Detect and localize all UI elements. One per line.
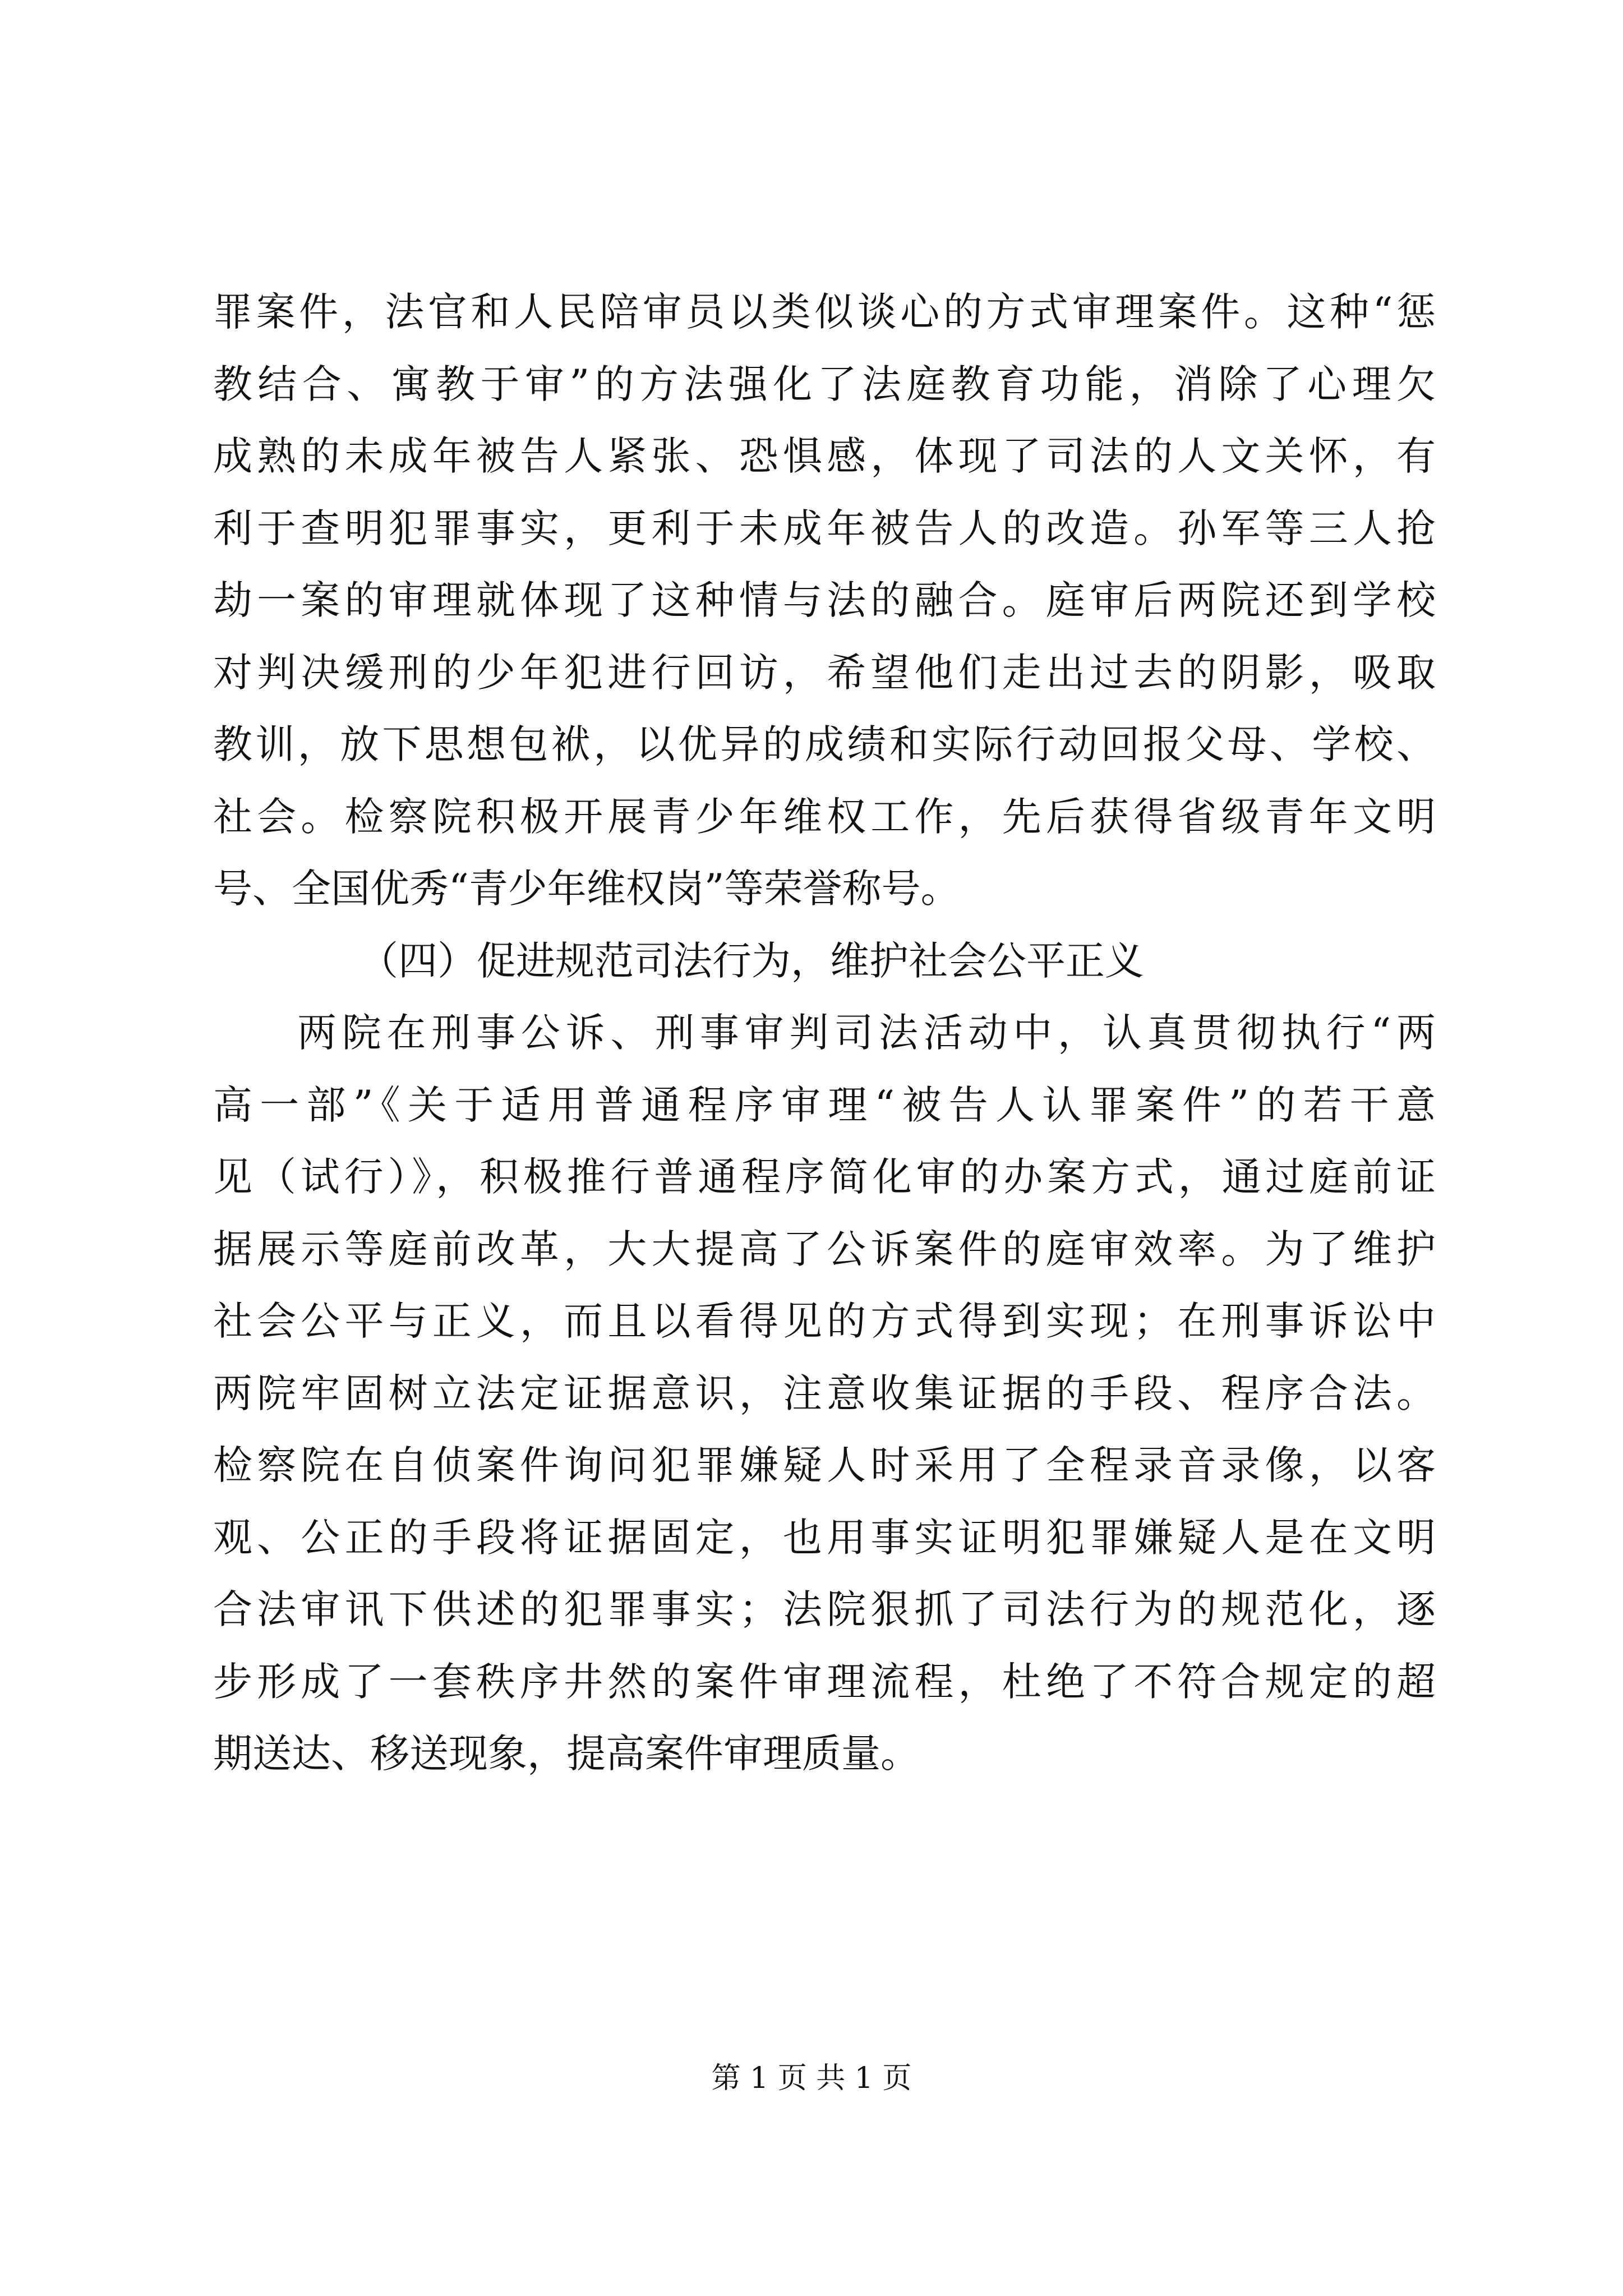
text-line: 观、公正的手段将证据固定，也用事实证明犯罪嫌疑人是在文明 [213,1514,1436,1561]
text-line: 高一部”《关于适用普通程序审理“被告人认罪案件”的若干意 [213,1082,1436,1128]
text-line: 号、全国优秀“青少年维权岗”等荣誉称号。 [213,866,960,912]
text-line: 据展示等庭前改革，大大提高了公诉案件的庭审效率。为了维护 [213,1226,1436,1272]
text-line: 期送达、移送现象，提高案件审理质量。 [213,1731,920,1777]
text-line: 对判决缓刑的少年犯进行回访，希望他们走出过去的阴影，吸取 [213,649,1436,696]
text-line: 教训，放下思想包袱，以优异的成绩和实际行动回报父母、学校、 [213,721,1436,767]
text-line: 合法审讯下供述的犯罪事实；法院狠抓了司法行为的规范化，逐 [213,1586,1436,1632]
text-line: 检察院在自侦案件询问犯罪嫌疑人时采用了全程录音录像，以客 [213,1442,1436,1488]
text-line: 社会公平与正义，而且以看得见的方式得到实现；在刑事诉讼中 [213,1298,1436,1344]
text-line: 劫一案的审理就体现了这种情与法的融合。庭审后两院还到学校 [213,577,1436,623]
text-line: 社会。检察院积极开展青少年维权工作，先后获得省级青年文明 [213,793,1436,840]
page-footer: 第 1 页 共 1 页 [711,2062,912,2095]
section-heading: （四）促进规范司法行为，维护社会公平正义 [359,937,1144,984]
text-line: 成熟的未成年被告人紧张、恐惧感，体现了司法的人文关怀，有 [213,433,1436,479]
text-line: 两院牢固树立法定证据意识，注意收集证据的手段、程序合法。 [213,1370,1436,1416]
text-line: 步形成了一套秩序井然的案件审理流程，杜绝了不符合规定的超 [213,1658,1436,1705]
text-line: 两院在刑事公诉、刑事审判司法活动中，认真贯彻执行“两 [297,1010,1436,1056]
text-line: 利于查明犯罪事实，更利于未成年被告人的改造。孙军等三人抢 [213,505,1436,551]
text-line: 见（试行）》，积极推行普通程序简化审的办案方式，通过庭前证 [213,1154,1436,1200]
document-body [213,276,1436,1790]
text-line: 教结合、寓教于审”的方法强化了法庭教育功能，消除了心理欠 [213,361,1436,407]
text-line: 罪案件，法官和人民陪审员以类似谈心的方式审理案件。这种“惩 [213,289,1436,335]
